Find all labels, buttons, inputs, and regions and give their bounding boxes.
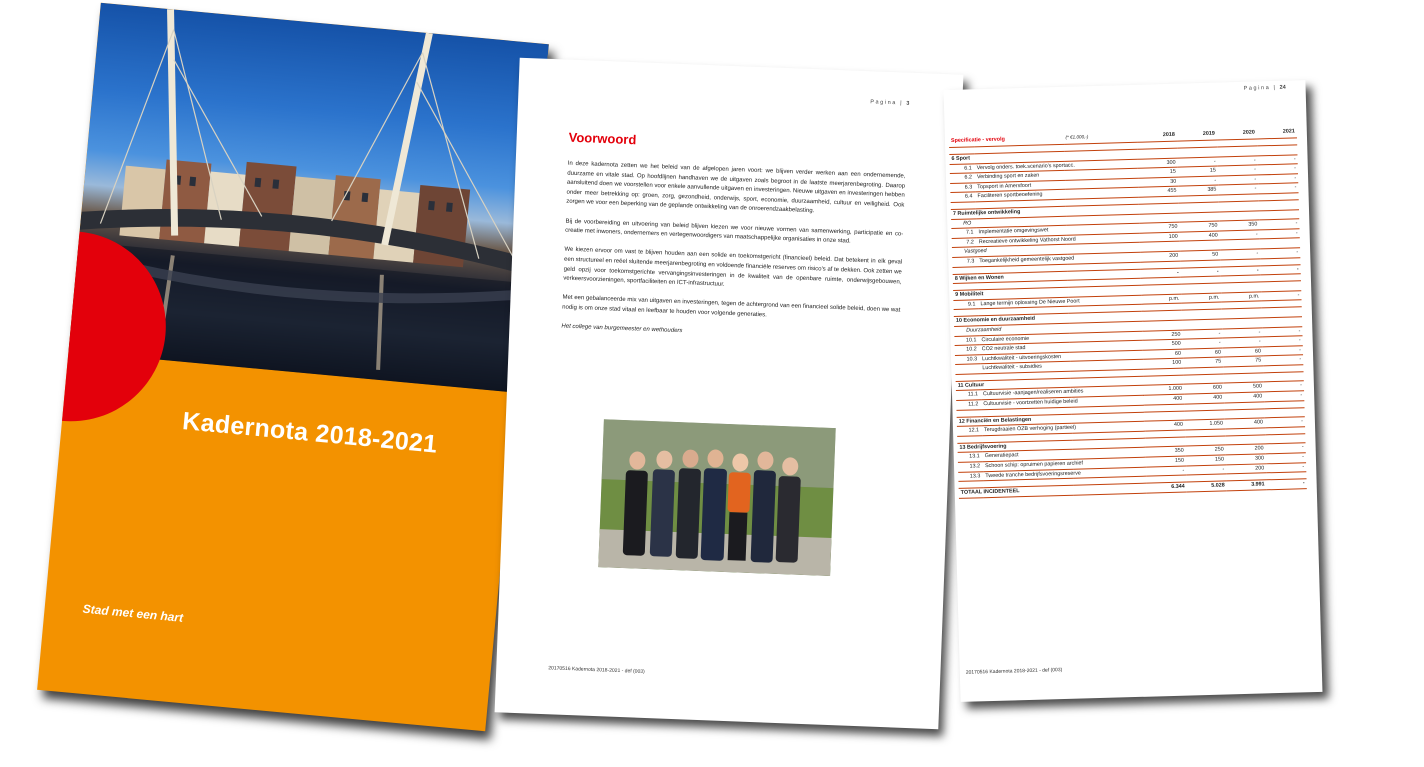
- value-cell: 150: [1186, 455, 1226, 466]
- value-cell: -: [1220, 249, 1260, 260]
- value-cell: -: [1259, 219, 1299, 230]
- row-code: 13.3: [958, 471, 983, 481]
- value-cell: -: [1264, 381, 1304, 392]
- page-number-value: 3: [906, 100, 910, 107]
- group-photo-illustration: [598, 419, 836, 576]
- total-value: 6.344: [1147, 482, 1187, 493]
- row-code: 6.3: [950, 183, 975, 193]
- total-value: 5.028: [1187, 481, 1227, 492]
- value-cell: p.m.: [1141, 294, 1181, 305]
- row-code: 11.2: [956, 400, 981, 410]
- row-label: Recreatieve ontwikkeling Vathorst Noord: [977, 233, 1140, 247]
- value-cell: -: [1264, 391, 1304, 402]
- value-cell: 60: [1223, 347, 1263, 358]
- value-cell: 455: [1138, 187, 1178, 198]
- total-label: TOTAAL INCIDENTEEL: [959, 483, 1147, 498]
- total-value: -: [1267, 479, 1307, 490]
- subsection-title: Duurzaamheid: [954, 317, 1302, 336]
- row-label: Luchtkwaliteit - uitvoeringskosten: [980, 350, 1143, 364]
- page-number-value: 24: [1279, 84, 1286, 91]
- row-code: 11.1: [956, 390, 981, 400]
- section-title: 8 Wijken en Wonen: [953, 269, 1141, 284]
- value-cell: -: [1146, 466, 1186, 477]
- value-cell: p.m.: [1181, 293, 1221, 304]
- paragraph: Bij de voorbereiding en uitvoering van beleid blijven kiezen we voor nieuwe vormen van samenwerking, participatie en co-creatie met inwoners, ondernemers en vertegenwoordigers van maatschappelijke organisaties in onze stad.: [565, 218, 904, 245]
- voorwoord-body: [561, 160, 906, 355]
- specification-table: [949, 126, 1307, 498]
- value-cell: -: [1260, 248, 1300, 259]
- row-code: 9.1: [953, 300, 978, 310]
- value-cell: -: [1181, 267, 1221, 278]
- page-3-footer: 20170516 Kadernota 2018-2021 - def (003): [548, 665, 645, 675]
- row-label: Lange termijn oplossing De Nieuwe Poort: [978, 295, 1141, 309]
- page-3: [495, 58, 964, 730]
- row-code: 6.4: [950, 192, 975, 202]
- value-cell: 50: [1180, 250, 1220, 261]
- paragraph: We kiezen ervoor om vast te blijven houden aan een solide en toekomstgericht (financieel) beleid. Dat betekent in elk geval een structureel en reëel sluitende meerjarenbegroting en voldoende financiële reserves om risico's af te dekken. Ook zetten we geld opzij voor toekomstgerichte vervangingsinvesteringen in de kwaliteit van de openbare ruimte, onderwijsgebouwen, verkeersvoorzieningen, sportfaciliteiten en ICT-infrastructuur.: [563, 246, 903, 288]
- page-24-number: Pagina | 24: [1243, 84, 1286, 92]
- value-cell: -: [1263, 355, 1303, 366]
- value-cell: 400: [1180, 231, 1220, 242]
- value-cell: 350: [1146, 446, 1186, 457]
- value-cell: -: [1263, 345, 1303, 356]
- value-cell: 750: [1139, 222, 1179, 233]
- section-title: 9 Mobiliteit: [953, 285, 1141, 300]
- cover-slogan: Stad met een hart: [82, 601, 184, 625]
- value-cell: -: [1141, 268, 1181, 279]
- year-header: 2020: [1217, 127, 1257, 140]
- value-cell: 60: [1183, 348, 1223, 359]
- value-cell: 75: [1183, 357, 1223, 368]
- paragraph: In deze kadernota zetten we het beleid van de afgelopen jaren voort: we blijven verder werken aan een ondernemende, duurzame en vitale stad. Op hoofdlijnen handhaven we de uitgaven zoals begroot in de laatste meerjarenbegroting. Daarop aansluitend doen we voorstellen voor enkele aanvullende uitgaven en investeringen. Nieuwe uitgaven en investeringen hebben onder meer betrekking op: groen, zorg, gezondheid, onderwijs, sport, economie, duurzaamheid, cultuur en veiligheid. Ook zorgen we voor een beperking van de geplande ontwikkeling van de onroerendzaakbelasting.: [566, 160, 906, 215]
- value-cell: -: [1258, 174, 1298, 185]
- value-cell: 15: [1178, 166, 1218, 177]
- row-code: 10.3: [955, 354, 980, 364]
- value-cell: 100: [1143, 358, 1183, 369]
- value-cell: -: [1222, 327, 1262, 338]
- value-cell: -: [1261, 264, 1301, 275]
- value-cell: -: [1183, 338, 1223, 349]
- value-cell: -: [1218, 175, 1258, 186]
- row-label: Circulaire economie: [979, 331, 1142, 345]
- value-cell: -: [1178, 157, 1218, 168]
- value-cell: 200: [1226, 463, 1266, 474]
- value-cell: -: [1220, 230, 1260, 241]
- value-cell: 250: [1186, 445, 1226, 456]
- value-cell: -: [1186, 465, 1226, 476]
- value-cell: 1.000: [1144, 385, 1184, 396]
- value-cell: -: [1261, 290, 1301, 301]
- page-24-sheet: [944, 80, 1323, 702]
- row-label: Generatiepact: [983, 448, 1146, 462]
- section-title: 6 Sport: [949, 149, 1137, 164]
- value-cell: 500: [1224, 382, 1264, 393]
- row-label: Vervolg onders. toek.scenario's sportacc.: [975, 159, 1138, 173]
- page-label: Pagina: [870, 99, 898, 107]
- value-cell: -: [1217, 156, 1257, 167]
- year-header: 2021: [1257, 126, 1297, 139]
- page-24-footer: 20170516 Kadernota 2018-2021 - def (003): [965, 667, 1063, 676]
- value-cell: -: [1258, 183, 1298, 194]
- group-photo-college: [598, 419, 836, 576]
- paragraph: Met een gebalanceerde mix van uitgaven en investeringen, tegen de achtergrond van een financieel solide beleid, doen we wat nodig is om onze stad vitaal en leefbaar te houden voor volgende generaties.: [562, 294, 901, 319]
- row-label: Toegankelijkheid gemeentelijk vastgoed: [977, 252, 1140, 266]
- row-label: Terugdraaien OZB verhoging (partieel): [982, 421, 1145, 435]
- value-cell: 60: [1143, 349, 1183, 360]
- value-cell: -: [1223, 337, 1263, 348]
- row-label: Cultuurvisie -aanjagen/realiseren ambities: [981, 386, 1144, 400]
- row-label: Cultuurvisie - voortzetten huidige beleid: [981, 395, 1144, 409]
- page-24: [944, 80, 1323, 702]
- value-cell: 150: [1146, 456, 1186, 467]
- row-code: 6.1: [950, 163, 975, 173]
- value-cell: -: [1257, 154, 1297, 165]
- value-cell: 600: [1184, 383, 1224, 394]
- table-unit: (* €1.000,-): [1063, 131, 1137, 145]
- value-cell: 75: [1223, 356, 1263, 367]
- value-cell: 1.050: [1185, 419, 1225, 430]
- page-3-sheet: [495, 58, 964, 730]
- value-cell: -: [1182, 328, 1222, 339]
- value-cell: 400: [1225, 418, 1265, 429]
- value-cell: -: [1221, 265, 1261, 276]
- value-cell: 30: [1138, 177, 1178, 188]
- value-cell: -: [1266, 453, 1306, 464]
- cover-page: [37, 3, 549, 732]
- row-label: Schoon schip: opruimen papieren archief: [983, 457, 1146, 471]
- year-header: 2018: [1137, 130, 1177, 143]
- row-label: Luchtkwaliteit - subsidies: [980, 359, 1143, 373]
- value-cell: p.m.: [1221, 292, 1261, 303]
- value-cell: 400: [1145, 420, 1185, 431]
- row-label: Topsport in Amersfoort: [975, 178, 1138, 192]
- value-cell: -: [1266, 462, 1306, 473]
- value-cell: 100: [1140, 232, 1180, 243]
- value-cell: -: [1266, 443, 1306, 454]
- row-code: 10.1: [954, 335, 979, 345]
- value-cell: 300: [1226, 454, 1266, 465]
- row-label: Implementatie omgevingswet: [976, 223, 1139, 237]
- value-cell: 750: [1179, 221, 1219, 232]
- value-cell: -: [1260, 229, 1300, 240]
- value-cell: 200: [1226, 444, 1266, 455]
- value-cell: 350: [1219, 220, 1259, 231]
- total-value: 3.991: [1227, 480, 1267, 491]
- cover-background: [37, 3, 549, 732]
- value-cell: -: [1263, 336, 1303, 347]
- year-header: 2019: [1177, 129, 1217, 142]
- value-cell: -: [1258, 164, 1298, 175]
- row-code: 7.1: [951, 228, 976, 238]
- signature: Het college van burgemeester en wethouders: [561, 323, 683, 335]
- value-cell: 400: [1184, 393, 1224, 404]
- row-code: 13.1: [958, 452, 983, 462]
- voorwoord-heading: Voorwoord: [568, 129, 637, 148]
- row-label: CO2 neutrale stad: [980, 340, 1143, 354]
- value-cell: 500: [1143, 339, 1183, 350]
- section-title: 13 Bedrijfsvoering: [957, 438, 1145, 453]
- value-cell: 15: [1138, 167, 1178, 178]
- table-title: Specificatie - vervolg: [949, 133, 1064, 148]
- subsection-title: Vastgoed: [952, 238, 1300, 257]
- value-cell: -: [1178, 176, 1218, 187]
- section-title: 11 Cultuur: [956, 376, 1144, 391]
- row-code: 7.2: [952, 238, 977, 248]
- value-cell: 400: [1224, 392, 1264, 403]
- row-code: 12.1: [957, 426, 982, 436]
- value-cell: -: [1265, 417, 1305, 428]
- value-cell: -: [1218, 165, 1258, 176]
- row-code: 13.2: [958, 462, 983, 472]
- row-code: 7.3: [952, 257, 977, 267]
- value-cell: 400: [1144, 394, 1184, 405]
- value-cell: 250: [1142, 330, 1182, 341]
- section-title: 12 Financiën en Belastingen: [957, 412, 1145, 427]
- section-title: 10 Economie en duurzaamheid: [954, 312, 1142, 327]
- section-title: 7 Ruimtelijke ontwikkeling: [951, 204, 1139, 219]
- value-cell: -: [1262, 326, 1302, 337]
- page-label: Pagina: [1243, 85, 1271, 92]
- row-label: Faciliteren sportbeoefening: [975, 188, 1138, 202]
- row-code: 10.2: [955, 345, 980, 355]
- cover-title: Kadernota 2018-2021: [181, 407, 439, 459]
- value-cell: -: [1218, 184, 1258, 195]
- row-code: 6.2: [950, 173, 975, 183]
- row-label: Tweede tranche bedrijfsvoeringsreserve: [983, 467, 1146, 481]
- row-label: Verbinding sport en zaken: [975, 168, 1138, 182]
- value-cell: 300: [1138, 158, 1178, 169]
- page-3-number: Pagina | 3: [870, 99, 910, 107]
- subsection-title: RO: [951, 209, 1299, 228]
- value-cell: 385: [1178, 185, 1218, 196]
- value-cell: 200: [1140, 251, 1180, 262]
